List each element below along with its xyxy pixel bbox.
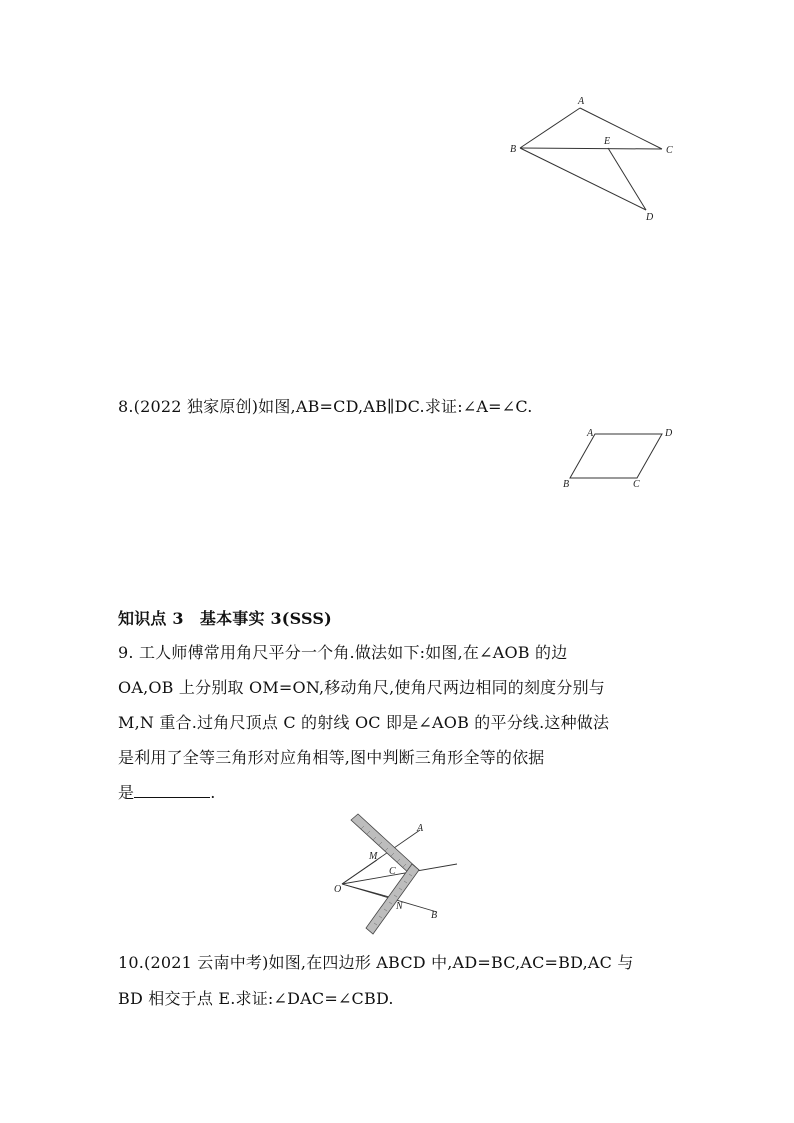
parallelogram-outline — [570, 434, 662, 478]
label-b: B — [563, 479, 570, 490]
answer-prefix: 是 — [118, 783, 135, 802]
section-heading: 知识点 3 基本事实 3(SSS) — [118, 609, 332, 628]
segment-on — [342, 884, 393, 898]
label-b: B — [431, 910, 438, 921]
figure-angle-ruler — [325, 812, 465, 942]
label-d: D — [646, 212, 654, 223]
figure-triangle-abcde — [500, 90, 690, 230]
problem-9-line-3: M,N 重合.过角尺顶点 C 的射线 OC 即是∠AOB 的平分线.这种做法 — [118, 713, 610, 732]
figure-parallelogram-abcd — [555, 422, 685, 492]
label-e: E — [604, 136, 611, 147]
problem-9-line-4: 是利用了全等三角形对应角相等,图中判断三角形全等的依据 — [118, 748, 545, 767]
segment-ab — [520, 108, 580, 148]
segment-ac — [580, 108, 662, 149]
problem-9-line-2: OA,OB 上分别取 OM=ON,移动角尺,使角尺两边相同的刻度分别与 — [118, 678, 605, 697]
label-c: C — [666, 145, 673, 156]
problem-10-line-2: BD 相交于点 E.求证:∠DAC=∠CBD. — [118, 989, 394, 1008]
label-c: C — [389, 866, 396, 877]
label-b: B — [510, 144, 517, 155]
label-d: D — [665, 428, 673, 439]
ruler-arm-upper — [351, 814, 419, 876]
segment-bc — [520, 148, 662, 149]
problem-10-line-1: 10.(2021 云南中考)如图,在四边形 ABCD 中,AD=BC,AC=BD,AC 与 — [118, 953, 634, 972]
label-a: A — [578, 96, 585, 107]
answer-blank[interactable] — [134, 783, 210, 798]
label-m: M — [369, 851, 378, 862]
segment-om — [342, 860, 377, 884]
label-c: C — [633, 479, 640, 490]
label-o: O — [334, 884, 342, 895]
angle-ruler — [351, 814, 419, 934]
label-n: N — [396, 901, 403, 912]
problem-8-text: 8.(2022 独家原创)如图,AB=CD,AB∥DC.求证:∠A=∠C. — [118, 397, 533, 416]
problem-9-line-5 — [118, 780, 216, 803]
answer-suffix: . — [210, 783, 216, 802]
label-a: A — [417, 823, 424, 834]
label-a: A — [587, 428, 594, 439]
problem-9-line-1: 9. 工人师傅常用角尺平分一个角.做法如下:如图,在∠AOB 的边 — [118, 643, 568, 662]
